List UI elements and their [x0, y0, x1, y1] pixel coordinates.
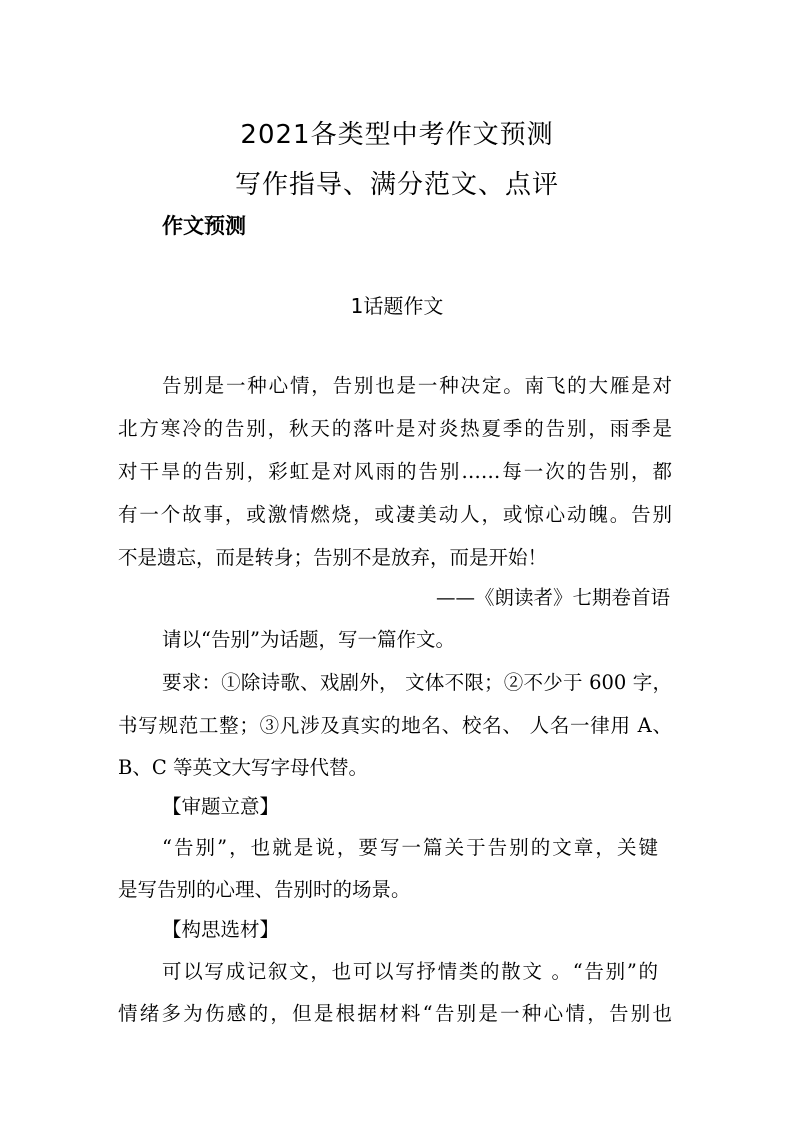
section-label: 作文预测 [162, 214, 246, 238]
theme-line: 是写告别的心理、告别时的场景。 [118, 878, 411, 901]
prompt-line: 有一个故事，或激情燃烧，或凄美动人，或惊心动魄。告别 [118, 503, 672, 526]
heading-material: 【构思选材】 [162, 918, 280, 941]
prompt-line: 北方寒冷的告别，秋天的落叶是对炎热夏季的告别，雨季是 [118, 417, 672, 440]
requirements-line: 要求：①除诗歌、戏剧外， 文体不限；②不少于 600 字， [162, 671, 672, 694]
attribution: ——《朗读者》七期卷首语 [435, 586, 670, 609]
topic-heading: 1话题作文 [350, 294, 444, 318]
prompt-line: 对干旱的告别，彩虹是对风雨的告别……每一次的告别，都 [118, 460, 672, 483]
instruction: 请以“告别”为话题，写一篇作文。 [162, 628, 455, 651]
material-line: 情绪多为伤感的，但是根据材料“告别是一种心情，告别也 [118, 1002, 672, 1025]
document-title: 2021各类型中考作文预测 [240, 120, 554, 150]
prompt-line: 告别是一种心情，告别也是一种决定。南飞的大雁是对 [162, 374, 672, 397]
document-subtitle: 写作指导、满分范文、点评 [234, 170, 559, 200]
theme-line: “告别”，也就是说，要写一篇关于告别的文章，关键 [162, 836, 658, 859]
requirements-line: 书写规范工整；③凡涉及真实的地名、校名、 人名一律用 A、 [118, 714, 672, 737]
requirements-line: B、C 等英文大写字母代替。 [118, 756, 368, 779]
material-line: 可以写成记叙文，也可以写抒情类的散文 。“告别”的 [162, 960, 658, 983]
heading-theme: 【审题立意】 [162, 795, 280, 818]
prompt-line: 不是遗忘，而是转身；告别不是放弃，而是开始！ [118, 546, 548, 569]
